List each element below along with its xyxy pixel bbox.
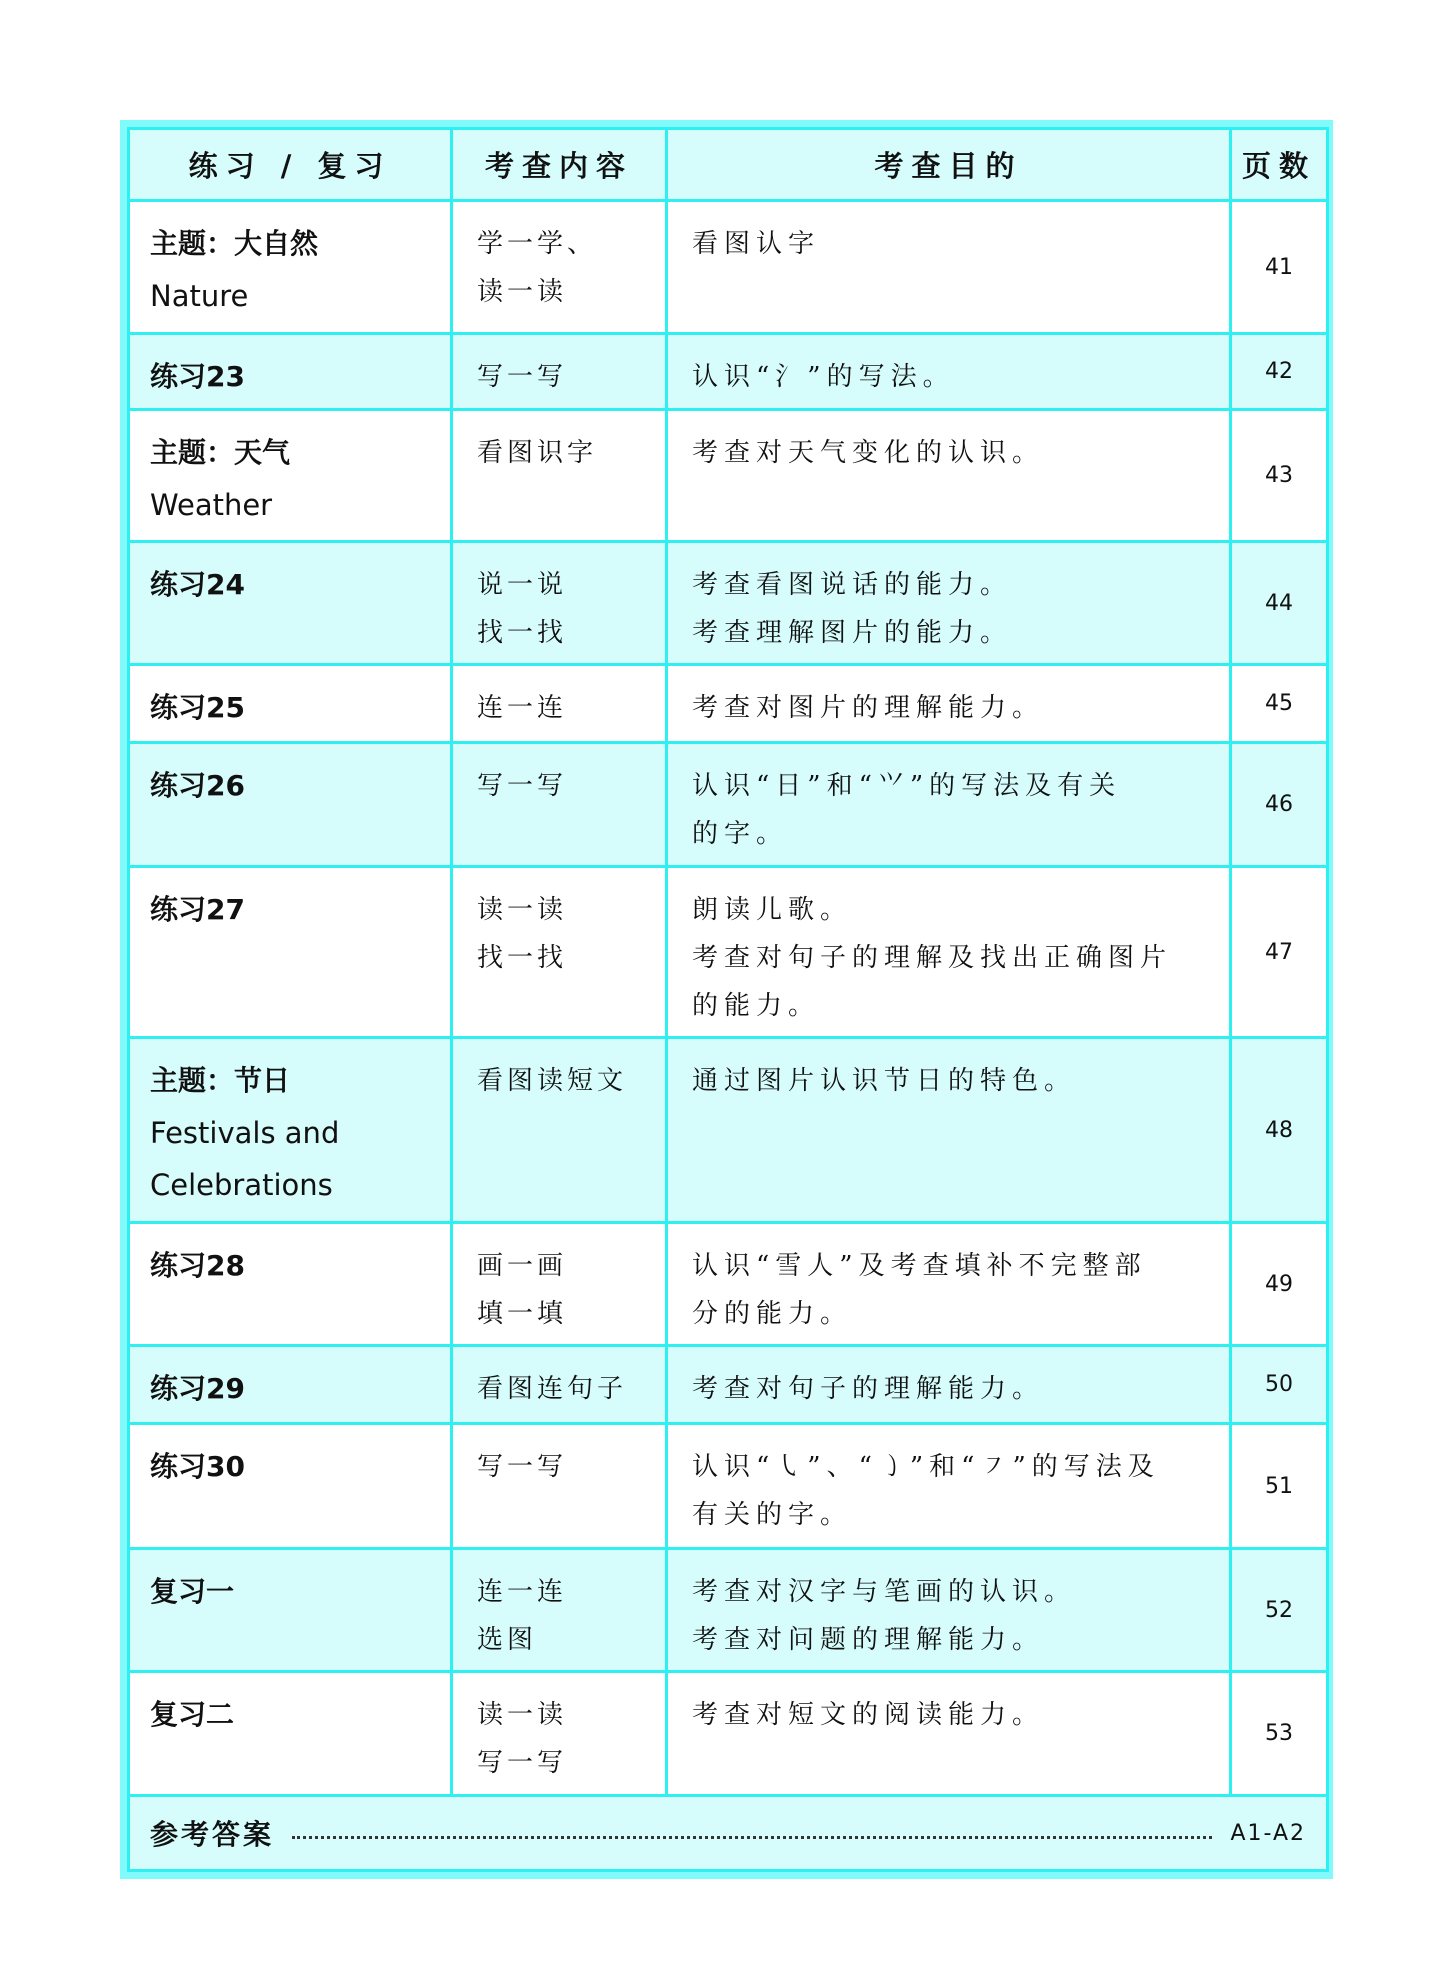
page-number: 47 bbox=[1231, 867, 1328, 1038]
purpose-line: 分的能力。 bbox=[692, 1299, 853, 1329]
exercise-subtitle: Nature bbox=[150, 279, 249, 313]
content-line: 读一读 bbox=[477, 277, 568, 307]
exercise-subtitle: Festivals and Celebrations bbox=[150, 1116, 340, 1202]
page-number: 53 bbox=[1231, 1672, 1328, 1796]
exercise-title: 主题：节日 bbox=[150, 1064, 291, 1097]
content-line: 写一写 bbox=[477, 362, 568, 392]
header-page: 页数 bbox=[1231, 129, 1328, 201]
content-line: 读一读 bbox=[477, 895, 568, 925]
purpose-line: 认识“雪人”及考查填补不完整部 bbox=[692, 1251, 1147, 1281]
exercise-cell bbox=[129, 1038, 452, 1223]
content-line: 学一学、 bbox=[477, 229, 598, 259]
exercise-title: 复习二 bbox=[150, 1698, 235, 1731]
content-cell bbox=[452, 867, 667, 1038]
exercise-cell bbox=[129, 1223, 452, 1346]
content-cell bbox=[452, 334, 667, 410]
answers-label: 参考答案 bbox=[150, 1818, 275, 1851]
page-number: 50 bbox=[1231, 1346, 1328, 1424]
page-number: 41 bbox=[1231, 201, 1328, 334]
exercise-cell bbox=[129, 665, 452, 743]
content-line: 写一写 bbox=[477, 771, 568, 801]
content-line: 看图读短文 bbox=[477, 1066, 628, 1096]
exercise-title: 练习23 bbox=[150, 360, 245, 393]
content-line: 写一写 bbox=[477, 1748, 568, 1778]
content-line: 找一找 bbox=[477, 618, 568, 648]
table-row bbox=[129, 743, 1328, 867]
page-number: 49 bbox=[1231, 1223, 1328, 1346]
exercise-title: 复习一 bbox=[150, 1575, 235, 1608]
content-line: 找一找 bbox=[477, 943, 568, 973]
exercise-cell bbox=[129, 867, 452, 1038]
exercise-cell bbox=[129, 743, 452, 867]
content-cell bbox=[452, 743, 667, 867]
content-cell bbox=[452, 1346, 667, 1424]
content-cell bbox=[452, 1223, 667, 1346]
table-row bbox=[129, 1549, 1328, 1672]
page-number: 44 bbox=[1231, 542, 1328, 665]
exercise-title: 练习24 bbox=[150, 568, 245, 601]
answers-pages: A1-A2 bbox=[1230, 1820, 1306, 1846]
purpose-line: 认识“㇂”、“㇁”和“㇇”的写法及 bbox=[692, 1452, 1160, 1482]
table-row bbox=[129, 410, 1328, 542]
table-row bbox=[129, 334, 1328, 410]
exercise-title: 练习30 bbox=[150, 1450, 245, 1483]
page-number: 45 bbox=[1231, 665, 1328, 743]
table-row bbox=[129, 1672, 1328, 1796]
content-line: 画一画 bbox=[477, 1251, 568, 1281]
dot-leader bbox=[292, 1836, 1212, 1839]
table-row bbox=[129, 1424, 1328, 1549]
content-line: 看图连句子 bbox=[477, 1374, 628, 1404]
table-row bbox=[129, 1223, 1328, 1346]
purpose-cell bbox=[667, 1223, 1231, 1346]
content-line: 说一说 bbox=[477, 570, 568, 600]
content-line: 填一填 bbox=[477, 1299, 568, 1329]
header-exercise: 练习 / 复习 bbox=[129, 129, 452, 201]
table-row bbox=[129, 201, 1328, 334]
exercise-title: 主题：大自然 bbox=[150, 227, 319, 260]
purpose-cell bbox=[667, 1038, 1231, 1223]
exercise-cell bbox=[129, 542, 452, 665]
page-number: 46 bbox=[1231, 743, 1328, 867]
exercise-cell bbox=[129, 410, 452, 542]
purpose-line: 的能力。 bbox=[692, 991, 821, 1021]
content-cell bbox=[452, 665, 667, 743]
purpose-cell bbox=[667, 743, 1231, 867]
exercise-cell bbox=[129, 334, 452, 410]
exercise-title: 练习26 bbox=[150, 769, 245, 802]
exercise-cell bbox=[129, 201, 452, 334]
purpose-line: 通过图片认识节日的特色。 bbox=[692, 1066, 1077, 1096]
purpose-line: 考查看图说话的能力。 bbox=[692, 570, 1013, 600]
content-cell bbox=[452, 1549, 667, 1672]
purpose-line: 考查对汉字与笔画的认识。 bbox=[692, 1577, 1077, 1607]
purpose-cell bbox=[667, 665, 1231, 743]
purpose-line: 考查对天气变化的认识。 bbox=[692, 438, 1045, 468]
purpose-line: 有关的字。 bbox=[692, 1500, 853, 1530]
purpose-line: 的字。 bbox=[692, 819, 789, 849]
content-line: 选图 bbox=[477, 1625, 538, 1655]
content-line: 看图识字 bbox=[477, 438, 598, 468]
purpose-cell bbox=[667, 1672, 1231, 1796]
contents-table bbox=[127, 127, 1329, 1872]
purpose-line: 考查对问题的理解能力。 bbox=[692, 1625, 1045, 1655]
exercise-title: 练习27 bbox=[150, 893, 245, 926]
exercise-cell bbox=[129, 1346, 452, 1424]
page-number: 51 bbox=[1231, 1424, 1328, 1549]
purpose-cell bbox=[667, 1346, 1231, 1424]
content-cell bbox=[452, 1424, 667, 1549]
purpose-line: 考查对句子的理解能力。 bbox=[692, 1374, 1045, 1404]
table-row bbox=[129, 867, 1328, 1038]
purpose-line: 考查对短文的阅读能力。 bbox=[692, 1700, 1045, 1730]
header-row bbox=[129, 129, 1328, 201]
content-cell bbox=[452, 1038, 667, 1223]
content-line: 读一读 bbox=[477, 1700, 568, 1730]
content-cell bbox=[452, 1672, 667, 1796]
contents-table-frame bbox=[120, 120, 1333, 1879]
purpose-cell bbox=[667, 334, 1231, 410]
answers-row bbox=[129, 1796, 1328, 1871]
purpose-line: 认识“日”和“⺍”的写法及有关 bbox=[692, 771, 1122, 801]
exercise-subtitle: Weather bbox=[150, 488, 273, 522]
page-number: 48 bbox=[1231, 1038, 1328, 1223]
content-line: 连一连 bbox=[477, 1577, 568, 1607]
exercise-title: 练习29 bbox=[150, 1372, 245, 1405]
purpose-line: 认识“氵”的写法。 bbox=[692, 362, 955, 392]
page-number: 42 bbox=[1231, 334, 1328, 410]
purpose-cell bbox=[667, 410, 1231, 542]
exercise-cell bbox=[129, 1672, 452, 1796]
table-row bbox=[129, 665, 1328, 743]
table-row bbox=[129, 542, 1328, 665]
header-purpose: 考查目的 bbox=[667, 129, 1231, 201]
content-line: 连一连 bbox=[477, 693, 568, 723]
purpose-cell bbox=[667, 542, 1231, 665]
table-row bbox=[129, 1346, 1328, 1424]
content-cell bbox=[452, 201, 667, 334]
purpose-cell bbox=[667, 1424, 1231, 1549]
purpose-cell bbox=[667, 201, 1231, 334]
table-row bbox=[129, 1038, 1328, 1223]
exercise-title: 练习25 bbox=[150, 691, 245, 724]
content-cell bbox=[452, 542, 667, 665]
exercise-title: 练习28 bbox=[150, 1249, 245, 1282]
header-content: 考查内容 bbox=[452, 129, 667, 201]
page-number: 43 bbox=[1231, 410, 1328, 542]
purpose-line: 朗读儿歌。 bbox=[692, 895, 853, 925]
purpose-cell bbox=[667, 1549, 1231, 1672]
exercise-cell bbox=[129, 1549, 452, 1672]
purpose-line: 考查对句子的理解及找出正确图片 bbox=[692, 943, 1173, 973]
purpose-line: 考查理解图片的能力。 bbox=[692, 618, 1013, 648]
page-number: 52 bbox=[1231, 1549, 1328, 1672]
content-line: 写一写 bbox=[477, 1452, 568, 1482]
purpose-line: 看图认字 bbox=[692, 229, 821, 259]
purpose-cell bbox=[667, 867, 1231, 1038]
exercise-cell bbox=[129, 1424, 452, 1549]
content-cell bbox=[452, 410, 667, 542]
purpose-line: 考查对图片的理解能力。 bbox=[692, 693, 1045, 723]
exercise-title: 主题：天气 bbox=[150, 436, 291, 469]
